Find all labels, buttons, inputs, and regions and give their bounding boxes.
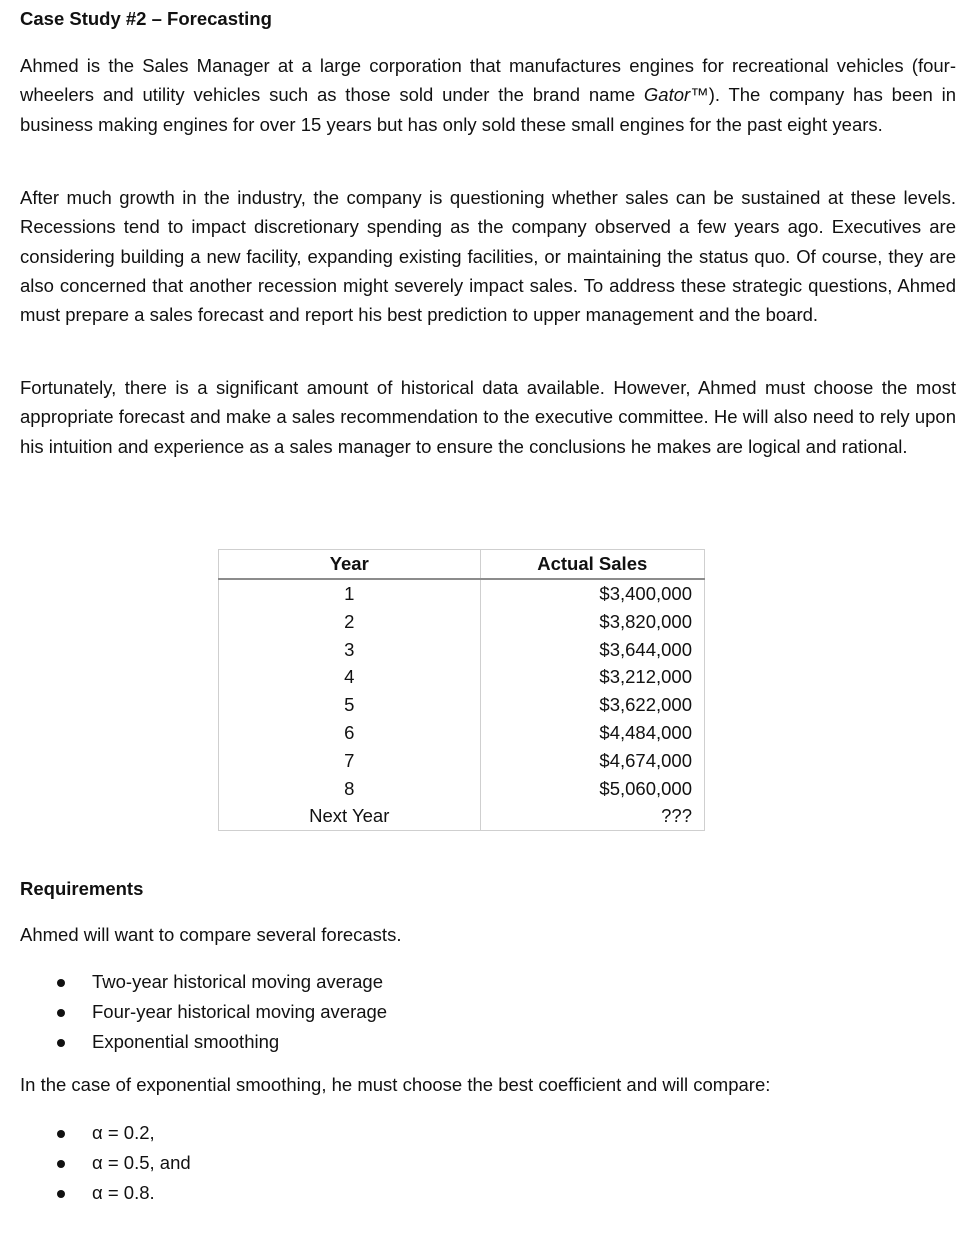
table-body: [219, 579, 705, 831]
table-row: [219, 747, 705, 775]
data-paragraph: Fortunately, there is a significant amount of historical data available. However, Ahmed must choose the most appropriate forecast and make a sales recommendation to the executive committee. He will also need to rely upon his intuition and experience as a sales manager to ensure the conclusions he makes are logical and rational.: [20, 377, 956, 457]
alpha-item-text: α = 0.8.: [92, 1182, 155, 1203]
context-paragraph: After much growth in the industry, the company is questioning whether sales can be sustained at these levels. Recessions tend to impact discretionary spending as the company observed a few years ago. Executives are considering building a new facility, expanding existing facilities, or maintaining the status quo. Of course, they are also concerned that another recession might severely impact sales. To address these strategic questions, Ahmed must prepare a sales forecast and report his best prediction to upper management and the board.: [20, 187, 956, 326]
requirements-heading: Requirements: [20, 878, 144, 899]
year-cell: 5: [219, 691, 481, 719]
alpha-item: [0, 1148, 191, 1178]
bullet-icon: [57, 1130, 65, 1138]
sales-cell: $3,820,000: [480, 608, 704, 636]
table-row: [219, 802, 705, 830]
bullet-icon: [57, 1039, 65, 1047]
sales-cell: $4,674,000: [480, 747, 704, 775]
table-row: [219, 608, 705, 636]
table-row: [219, 636, 705, 664]
year-cell: Next Year: [219, 802, 481, 830]
year-cell: 7: [219, 747, 481, 775]
year-cell: 6: [219, 719, 481, 747]
intro-text-before: Ahmed is the Sales Manager at a large corporation that manufactures engines for recreational vehicles (four-wheelers and utility vehicles such as those sold under the brand name: [20, 55, 956, 106]
alpha-item-text: α = 0.5, and: [92, 1152, 191, 1173]
smoothing-intro: In the case of exponential smoothing, he must choose the best coefficient and will compare:: [20, 1074, 771, 1095]
table-row: [219, 775, 705, 803]
document-title: Case Study #2 – Forecasting: [20, 8, 272, 29]
bullet-icon: [57, 1190, 65, 1198]
table-header-row: [219, 550, 705, 580]
header-year: Year: [219, 550, 481, 580]
alpha-list: [0, 1118, 191, 1208]
sales-table: [218, 549, 705, 831]
table-row: [219, 663, 705, 691]
table-row: [219, 579, 705, 608]
alpha-item-text: α = 0.2,: [92, 1122, 155, 1143]
forecast-method-item: [0, 1027, 387, 1057]
sales-cell: $5,060,000: [480, 775, 704, 803]
sales-cell: ???: [480, 802, 704, 830]
forecast-method-item: [0, 967, 387, 997]
bullet-icon: [57, 979, 65, 987]
year-cell: 3: [219, 636, 481, 664]
sales-cell: $3,212,000: [480, 663, 704, 691]
year-cell: 4: [219, 663, 481, 691]
brand-name: Gator™: [643, 84, 709, 106]
intro-paragraph: [20, 51, 956, 139]
sales-cell: $4,484,000: [480, 719, 704, 747]
bullet-icon: [57, 1009, 65, 1017]
table-row: [219, 719, 705, 747]
header-actual-sales: Actual Sales: [480, 550, 704, 580]
forecast-method-item-text: Two-year historical moving average: [92, 971, 383, 992]
requirements-intro: Ahmed will want to compare several forecasts.: [20, 924, 402, 945]
forecast-method-item: [0, 997, 387, 1027]
forecast-methods-list: [0, 967, 387, 1057]
sales-cell: $3,644,000: [480, 636, 704, 664]
forecast-method-item-text: Exponential smoothing: [92, 1031, 280, 1052]
alpha-item: [0, 1118, 191, 1148]
sales-cell: $3,400,000: [480, 579, 704, 608]
table-row: [219, 691, 705, 719]
sales-cell: $3,622,000: [480, 691, 704, 719]
intro-text-after: ). The company has been in business making engines for over 15 years but has only sold these small engines for the past eight years.: [20, 84, 956, 135]
year-cell: 8: [219, 775, 481, 803]
year-cell: 1: [219, 579, 481, 608]
year-cell: 2: [219, 608, 481, 636]
bullet-icon: [57, 1160, 65, 1168]
alpha-item: [0, 1178, 191, 1208]
forecast-method-item-text: Four-year historical moving average: [92, 1001, 388, 1022]
